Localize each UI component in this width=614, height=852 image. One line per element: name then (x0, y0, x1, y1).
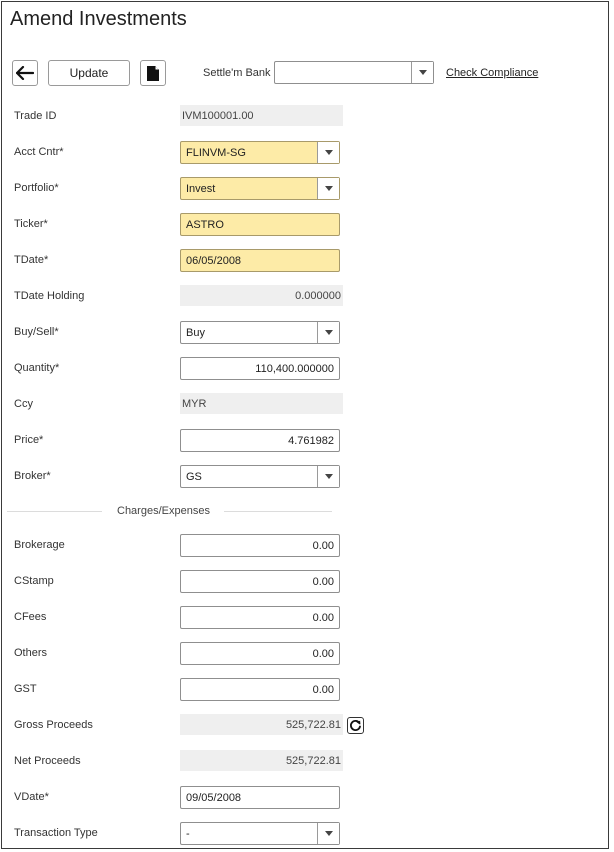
net-proceeds-value: 525,722.81 (180, 750, 343, 771)
net-proceeds-label: Net Proceeds (14, 755, 81, 767)
buy-sell-label: Buy/Sell* (14, 326, 59, 338)
document-icon (146, 65, 160, 82)
price-label: Price* (14, 434, 44, 446)
cfees-label: CFees (14, 611, 47, 623)
brokerage-label: Brokerage (14, 539, 65, 551)
section-divider-right (224, 511, 332, 512)
broker-label: Broker* (14, 470, 51, 482)
cstamp-label: CStamp (14, 575, 54, 587)
broker-select[interactable] (180, 465, 340, 488)
back-button[interactable] (12, 60, 38, 86)
update-button[interactable]: Update (48, 60, 130, 86)
acct-cntr-select[interactable] (180, 141, 340, 164)
refresh-icon (349, 719, 362, 732)
recalculate-button[interactable] (347, 717, 364, 734)
ccy-label: Ccy (14, 398, 33, 410)
tdate-input[interactable]: 06/05/2008 (180, 249, 340, 272)
page-title: Amend Investments (10, 8, 187, 30)
gst-label: GST (14, 683, 37, 695)
settle-bank-label: Settle'm Bank (203, 67, 271, 79)
vdate-input[interactable]: 09/05/2008 (180, 786, 340, 809)
quantity-label: Quantity* (14, 362, 60, 374)
transaction-type-label: Transaction Type (14, 827, 98, 839)
gross-proceeds-label: Gross Proceeds (14, 719, 93, 731)
buy-sell-select[interactable] (180, 321, 340, 344)
portfolio-select[interactable] (180, 177, 340, 200)
transaction-type-select[interactable] (180, 822, 340, 845)
chevron-down-icon[interactable] (317, 178, 339, 199)
document-button[interactable] (140, 60, 166, 86)
gst-input[interactable]: 0.00 (180, 678, 340, 701)
chevron-down-icon[interactable] (317, 322, 339, 343)
chevron-down-icon[interactable] (317, 142, 339, 163)
settle-bank-select[interactable] (274, 61, 434, 84)
price-input[interactable]: 4.761982 (180, 429, 340, 452)
chevron-down-icon[interactable] (317, 823, 339, 844)
trade-id-value: IVM100001.00 (180, 105, 343, 126)
transaction-type-value: - (186, 828, 190, 840)
section-divider-left (7, 511, 102, 512)
buy-sell-value: Buy (186, 327, 205, 339)
tdate-holding-label: TDate Holding (14, 290, 85, 302)
tdate-holding-value: 0.000000 (180, 285, 343, 306)
broker-value: GS (186, 471, 202, 483)
others-label: Others (14, 647, 48, 659)
ccy-value: MYR (180, 393, 343, 414)
amend-investments-window (1, 1, 609, 849)
chevron-down-icon[interactable] (411, 62, 433, 83)
trade-id-label: Trade ID (14, 110, 57, 122)
chevron-down-icon[interactable] (317, 466, 339, 487)
portfolio-label: Portfolio* (14, 182, 59, 194)
ticker-label: Ticker* (14, 218, 48, 230)
tdate-label: TDate* (14, 254, 49, 266)
gross-proceeds-value: 525,722.81 (180, 714, 343, 735)
brokerage-input[interactable]: 0.00 (180, 534, 340, 557)
arrow-left-icon (16, 66, 34, 80)
others-input[interactable]: 0.00 (180, 642, 340, 665)
acct-cntr-value: FLINVM-SG (186, 147, 246, 159)
cfees-input[interactable]: 0.00 (180, 606, 340, 629)
check-compliance-link[interactable]: Check Compliance (446, 67, 539, 79)
portfolio-value: Invest (186, 183, 216, 195)
ticker-input[interactable]: ASTRO (180, 213, 340, 236)
charges-section-title: Charges/Expenses (117, 505, 210, 517)
quantity-input[interactable]: 110,400.000000 (180, 357, 340, 380)
acct-cntr-label: Acct Cntr* (14, 146, 64, 158)
vdate-label: VDate* (14, 791, 49, 803)
cstamp-input[interactable]: 0.00 (180, 570, 340, 593)
